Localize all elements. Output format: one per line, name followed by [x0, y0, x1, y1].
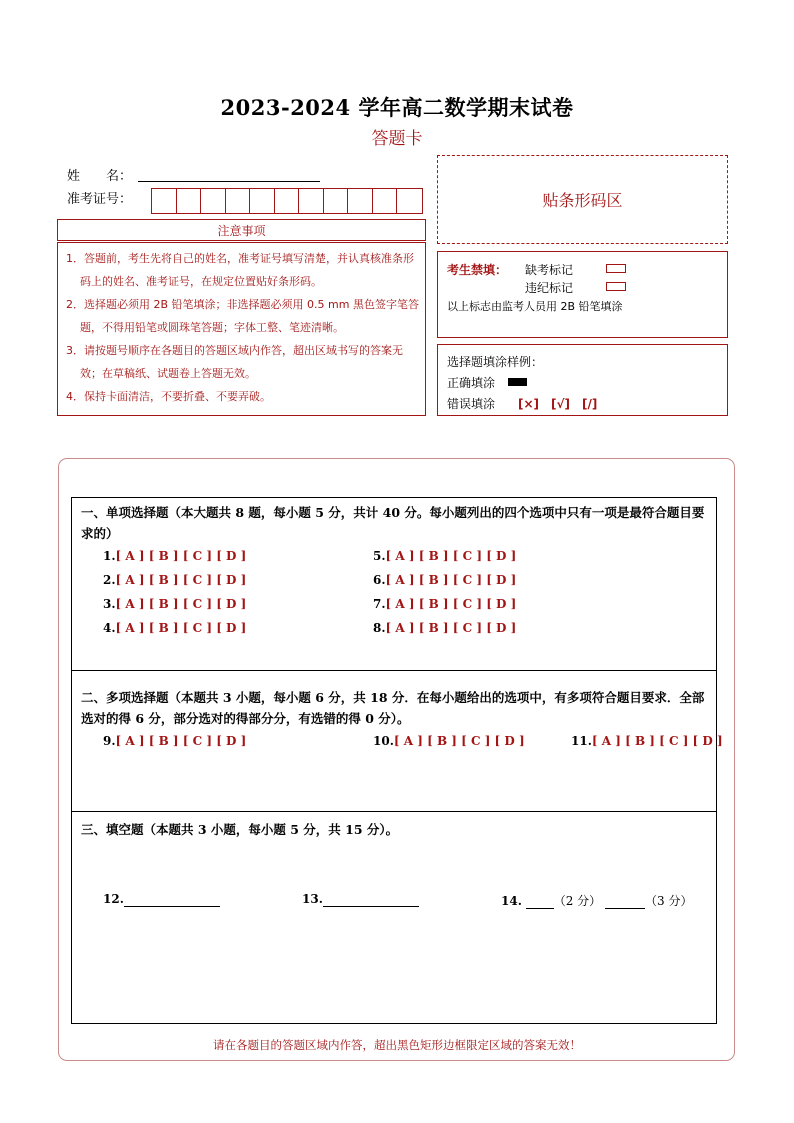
exam-id-boxes[interactable]: [151, 188, 423, 214]
fill-blank-title: 三、填空题（本题共 3 小题，每小题 5 分，共 15 分）。: [81, 822, 399, 837]
question-12: [103, 892, 220, 907]
question-number: 9.: [103, 734, 116, 748]
question-number: 10.: [373, 734, 394, 748]
single-choice-title: 一、单项选择题（本大题共 8 题，每小题 5 分，共计 40 分。每小题列出的四个选项中只有一项是最符合题目要求的）: [81, 505, 705, 541]
question-2[interactable]: [103, 573, 246, 587]
answer-blank[interactable]: [323, 892, 419, 907]
violation-mark-box[interactable]: [606, 282, 626, 291]
answer-options[interactable]: [ A ] [ B ] [ C ] [ D ]: [385, 621, 517, 635]
examiner-only-box: [437, 251, 728, 338]
question-number: 5.: [373, 549, 386, 563]
question-5[interactable]: [373, 549, 516, 563]
question-number: 12.: [103, 892, 124, 906]
question-4[interactable]: [103, 621, 246, 635]
section-divider: [71, 811, 717, 812]
exam-id-digit-box[interactable]: [348, 189, 373, 213]
notice-item: 1．答题前，考生先将自己的姓名，准考证号填写清楚，并认真核准条形码上的姓名、准考证号，在规定位置贴好条形码。: [66, 252, 414, 288]
section-divider: [71, 670, 717, 671]
exam-id-digit-box[interactable]: [275, 189, 300, 213]
question-9[interactable]: [103, 734, 246, 748]
notice-item: 3．请按题号顺序在各题目的答题区域内作答，超出区域书写的答案无效；在草稿纸、试题卷上答题无效。: [66, 344, 403, 380]
question-number: 4.: [103, 621, 116, 635]
answer-options[interactable]: [ A ] [ B ] [ C ] [ D ]: [115, 573, 247, 587]
score-note: （2 分）: [553, 894, 602, 908]
exam-id-digit-box[interactable]: [152, 189, 177, 213]
question-number: 3.: [103, 597, 116, 611]
question-number: 1.: [103, 549, 116, 563]
exam-id-digit-box[interactable]: [226, 189, 251, 213]
footer-warning: 请在各题目的答题区域内作答，超出黑色矩形边框限定区域的答案无效！: [213, 1038, 581, 1052]
question-number: 13.: [302, 892, 323, 906]
answer-options[interactable]: [ A ] [ B ] [ C ] [ D ]: [115, 549, 247, 563]
wrong-fill-marks: [×] [√] [/]: [518, 397, 598, 411]
question-8[interactable]: [373, 621, 516, 635]
answer-blank[interactable]: [605, 894, 645, 909]
answer-options[interactable]: [ A ] [ B ] [ C ] [ D ]: [115, 621, 247, 635]
question-1[interactable]: [103, 549, 246, 563]
question-7[interactable]: [373, 597, 516, 611]
absent-mark-box[interactable]: [606, 264, 626, 273]
barcode-area: 贴条形码区: [437, 155, 728, 244]
page-subtitle: 答题卡: [371, 129, 423, 149]
question-14: [501, 892, 692, 909]
answer-options[interactable]: [ A ] [ B ] [ C ] [ D ]: [385, 549, 517, 563]
answer-options[interactable]: [ A ] [ B ] [ C ] [ D ]: [115, 597, 247, 611]
notice-item: 4．保持卡面清洁，不要折叠、不要弄破。: [66, 390, 271, 403]
notice-title: 注意事项: [57, 219, 426, 241]
exam-id-digit-box[interactable]: [397, 189, 422, 213]
page-title: 2023-2024 学年高二数学期末试卷: [220, 95, 574, 120]
score-note: （3 分）: [645, 894, 693, 908]
question-number: 2.: [103, 573, 116, 587]
examiner-note: 以上标志由监考人员用 2B 铅笔填涂: [447, 300, 623, 313]
notice-list: [57, 242, 426, 416]
answer-blank[interactable]: [526, 894, 554, 909]
exam-id-digit-box[interactable]: [299, 189, 324, 213]
exam-id-digit-box[interactable]: [177, 189, 202, 213]
wrong-fill-label: 错误填涂: [447, 397, 496, 411]
exam-id-digit-box[interactable]: [324, 189, 349, 213]
question-10[interactable]: [373, 734, 525, 748]
answer-options[interactable]: [ A ] [ B ] [ C ] [ D ]: [385, 597, 517, 611]
exam-id-digit-box[interactable]: [373, 189, 398, 213]
answer-options[interactable]: [ A ] [ B ] [ C ] [ D ]: [393, 734, 525, 748]
question-13: [302, 892, 419, 907]
exam-id-digit-box[interactable]: [250, 189, 275, 213]
notice-item: 2．选择题必须用 2B 铅笔填涂；非选择题必须用 0.5 mm 黑色签字笔答题，不得用铅笔或圆珠笔答题；字体工整、笔迹清晰。: [66, 298, 419, 334]
answer-options[interactable]: [ A ] [ B ] [ C ] [ D ]: [115, 734, 247, 748]
exam-id-label: 准考证号：: [67, 192, 133, 207]
violation-mark-label: 违纪标记: [525, 281, 574, 295]
answer-options[interactable]: [ A ] [ B ] [ C ] [ D ]: [385, 573, 517, 587]
multiple-choice-title: 二、多项选择题（本题共 3 小题，每小题 6 分，共 18 分．在每小题给出的选项中，有多项符合题目要求．全部选对的得 6 分，部分选对的得部分分，有选错的得 0 分）。: [81, 690, 705, 726]
correct-fill-label: 正确填涂: [447, 376, 496, 390]
examiner-only-label: 考生禁填：: [447, 263, 508, 277]
name-label: 姓 名：: [67, 169, 133, 184]
correct-fill-mark: [508, 378, 527, 386]
exam-id-digit-box[interactable]: [201, 189, 226, 213]
answer-options[interactable]: [ A ] [ B ] [ C ] [ D ]: [591, 734, 723, 748]
fill-sample-title: 选择题填涂样例：: [447, 355, 544, 369]
question-number: 6.: [373, 573, 386, 587]
question-3[interactable]: [103, 597, 246, 611]
question-number: 14.: [501, 894, 522, 908]
question-number: 8.: [373, 621, 386, 635]
name-field[interactable]: [138, 181, 320, 182]
fill-sample-box: [437, 344, 728, 416]
absent-mark-label: 缺考标记: [525, 263, 574, 277]
question-11[interactable]: [571, 734, 723, 748]
answer-blank[interactable]: [124, 892, 220, 907]
question-number: 7.: [373, 597, 386, 611]
question-6[interactable]: [373, 573, 516, 587]
question-number: 11.: [571, 734, 592, 748]
